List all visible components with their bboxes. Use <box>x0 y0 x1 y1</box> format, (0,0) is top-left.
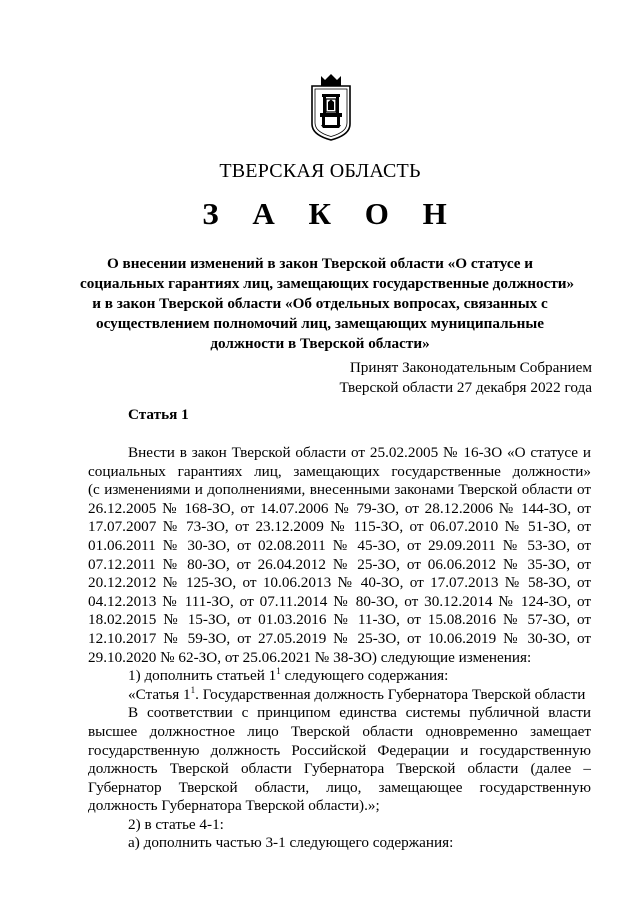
law-title-line: социальных гарантиях лиц, замещающих государственные должности» <box>80 275 575 292</box>
amendment-text: 1) дополнить статьей 1 <box>128 667 277 685</box>
coat-of-arms-emblem <box>309 72 353 142</box>
amendment-item-2: 2) в статье 4-1: <box>128 815 224 833</box>
text-line: 18.02.2015 № 15-ЗО, от 01.03.2016 № 11-ЗО, от 15.08.2016 № 57-ЗО, от <box>88 611 591 629</box>
amendment-subitem-a: а) дополнить частью 3-1 следующего содержания: <box>128 834 454 852</box>
law-title-line: осуществлением полномочий лиц, замещающих муниципальные <box>96 315 544 332</box>
law-title-line: должности в Тверской области» <box>210 335 430 352</box>
new-article-text: «Статья 1 <box>128 685 191 703</box>
law-title <box>80 254 575 354</box>
new-article-heading <box>88 686 591 705</box>
text-line: высшее должностное лицо Тверской области одновременно замещает <box>88 722 591 740</box>
adoption-line: Принят Законодательным Собранием <box>349 359 592 376</box>
text-line: 01.06.2011 № 30-ЗО, от 02.08.2011 № 45-ЗО, от 29.09.2011 № 53-ЗО, от <box>88 536 591 554</box>
text-line: социальных гарантиях лиц, замещающих государственные должности» <box>88 462 591 480</box>
text-line: 07.12.2011 № 80-ЗО, от 26.04.2012 № 25-ЗО, от 06.06.2012 № 35-ЗО, от <box>88 555 591 573</box>
text-line: В соответствии с принципом единства системы публичной власти <box>128 704 591 722</box>
new-article-text: . Государственная должность Губернатора Тверской области <box>195 685 586 703</box>
text-line: должность Тверской области Губернатора Тверской области (далее – <box>88 760 591 778</box>
adoption-line: Тверской области 27 декабря 2022 года <box>339 379 592 396</box>
text-line: должность Губернатора Тверской области).»; <box>88 797 380 815</box>
text-line: Внести в закон Тверской области от 25.02.2005 № 16-ЗО «О статусе и <box>128 444 591 461</box>
law-title-line: О внесении изменений в закон Тверской области «О статусе и <box>106 255 534 272</box>
text-line: государственную должность Российской Федерации и государственную <box>88 741 591 759</box>
document-type-heading: З А К О Н <box>202 196 460 231</box>
article-body <box>88 444 591 853</box>
amendment-item-1 <box>88 667 591 686</box>
superscript: 1 <box>276 666 281 677</box>
text-line: 20.12.2012 № 125-ЗО, от 10.06.2013 № 40-ЗО, от 17.07.2013 № 58-ЗО, от <box>88 574 591 592</box>
region-title: ТВЕРСКАЯ ОБЛАСТЬ <box>219 160 421 182</box>
text-line: (с изменениями и дополнениями, внесенными законами Тверской области от <box>88 481 591 499</box>
text-line: 17.07.2007 № 73-ЗО, от 23.12.2009 № 115-ЗО, от 06.07.2010 № 51-ЗО, от <box>88 518 591 536</box>
adoption-note <box>340 358 592 398</box>
amendment-text: следующего содержания: <box>280 667 449 685</box>
law-title-line: и в закон Тверской области «Об отдельных вопросах, связанных с <box>92 295 548 312</box>
superscript: 1 <box>190 684 196 695</box>
text-line: 04.12.2013 № 111-ЗО, от 07.11.2014 № 80-ЗО, от 30.12.2014 № 124-ЗО, от <box>88 592 591 610</box>
text-line: Губернатор Тверской области, лицо, замещающее государственную <box>88 778 591 796</box>
text-line: 26.12.2005 № 168-ЗО, от 14.07.2006 № 79-ЗО, от 28.12.2006 № 144-ЗО, от <box>88 499 591 517</box>
text-line: 12.10.2017 № 59-ЗО, от 27.05.2019 № 25-ЗО, от 10.06.2019 № 30-ЗО, от <box>88 629 591 647</box>
text-line: 29.10.2020 № 62-ЗО, от 25.06.2021 № 38-ЗО) следующие изменения: <box>88 648 532 666</box>
article-heading: Статья 1 <box>128 406 189 423</box>
